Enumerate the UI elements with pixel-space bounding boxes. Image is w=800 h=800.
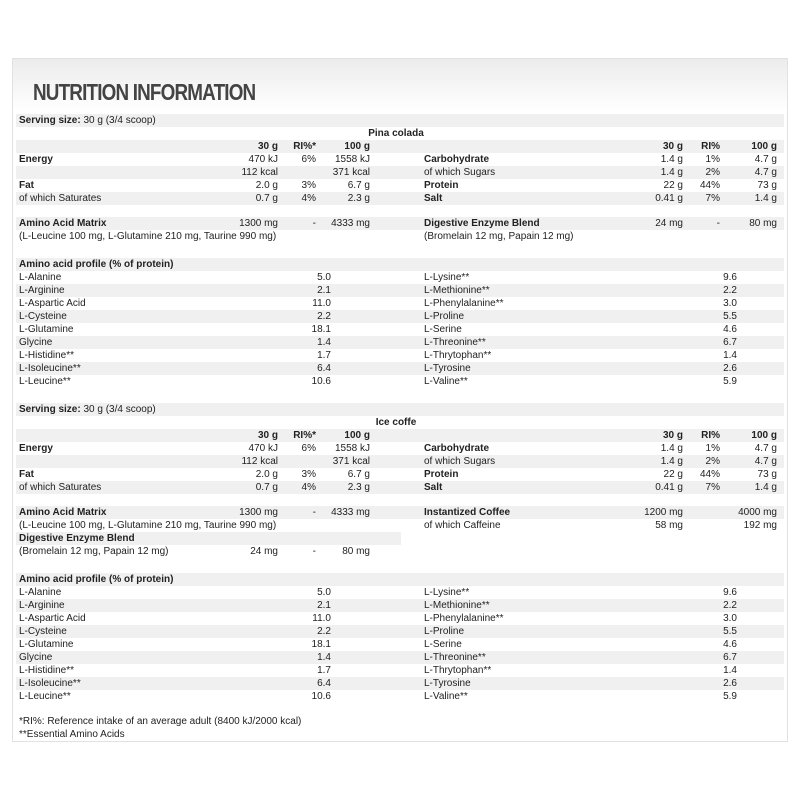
amino-value-left: 1.4 xyxy=(317,337,331,348)
amino-name-left: L-Cysteine xyxy=(19,311,67,322)
amino-name-left: L-Isoleucine** xyxy=(19,363,81,374)
energy-kj-30g: 470 kJ xyxy=(248,443,278,454)
enzyme-100g: 80 mg xyxy=(342,546,370,557)
amino-value-right: 5.9 xyxy=(723,691,737,702)
col-header-30g-right: 30 g xyxy=(662,430,683,441)
energy-ri: 6% xyxy=(301,443,316,454)
saturates-30g: 0.7 g xyxy=(255,482,278,493)
amino-value-right: 4.6 xyxy=(723,639,737,650)
panel-header xyxy=(13,59,787,111)
amino-matrix-100g: 4333 mg xyxy=(331,507,370,518)
column-header-row xyxy=(16,140,784,153)
supplement-row xyxy=(16,532,401,545)
amino-profile-row xyxy=(16,362,784,375)
sugars-30g: 1.4 g xyxy=(660,456,683,467)
energy-kj-100g: 1558 kJ xyxy=(334,154,370,165)
profile-title-row xyxy=(16,573,784,586)
amino-profile-row xyxy=(16,323,784,336)
amino-value-right: 1.4 xyxy=(723,350,737,361)
carbohydrate-label: Carbohydrate xyxy=(424,154,490,165)
amino-name-left: L-Isoleucine** xyxy=(19,678,81,689)
saturates-30g: 0.7 g xyxy=(255,193,278,204)
amino-value-left: 1.7 xyxy=(317,665,331,676)
salt-100g: 1.4 g xyxy=(754,193,777,204)
amino-value-left: 6.4 xyxy=(317,678,331,689)
col-header-ri: RI%* xyxy=(293,141,316,152)
col-header-100g-right: 100 g xyxy=(751,141,777,152)
page-title: NUTRITION INFORMATION xyxy=(33,79,256,105)
amino-value-left: 2.1 xyxy=(317,285,331,296)
serving-size-label: Serving size: xyxy=(19,404,81,415)
amino-name-left: L-Aspartic Acid xyxy=(19,298,86,309)
supplement-detail-row xyxy=(16,545,784,558)
amino-profile-row xyxy=(16,664,784,677)
col-header-ri: RI%* xyxy=(293,430,316,441)
enzyme-label: Digestive Enzyme Blend xyxy=(424,218,540,229)
energy-kcal-30g: 112 kcal xyxy=(241,456,278,467)
nutrition-panel xyxy=(12,58,788,742)
amino-profile-row xyxy=(16,625,784,638)
profile-title: Amino acid profile (% of protein) xyxy=(19,574,174,585)
amino-value-right: 2.2 xyxy=(723,285,737,296)
amino-name-left: L-Leucine** xyxy=(19,376,71,387)
fat-ri: 3% xyxy=(301,180,316,191)
supplement-detail-row xyxy=(16,230,784,243)
col-header-100g: 100 g xyxy=(344,141,370,152)
carbohydrate-100g: 4.7 g xyxy=(754,443,777,454)
profile-title: Amino acid profile (% of protein) xyxy=(19,259,174,270)
enzyme-ri: - xyxy=(312,546,316,557)
col-header-30g-right: 30 g xyxy=(662,141,683,152)
footnote-ri: *RI%: Reference intake of an average adult (8400 kJ/2000 kcal) xyxy=(19,716,302,727)
fat-ri: 3% xyxy=(301,469,316,480)
amino-matrix-label: Amino Acid Matrix xyxy=(19,507,107,518)
sugars-100g: 4.7 g xyxy=(754,167,777,178)
serving-size-label: Serving size: xyxy=(19,115,81,126)
amino-profile-row xyxy=(16,375,784,388)
protein-ri: 44% xyxy=(699,180,720,191)
amino-profile-row xyxy=(16,271,784,284)
amino-profile-row xyxy=(16,284,784,297)
amino-name-left: L-Leucine** xyxy=(19,691,71,702)
energy-kcal-100g: 371 kcal xyxy=(332,456,370,467)
amino-name-right: L-Phenylalanine** xyxy=(424,613,504,624)
saturates-label: of which Saturates xyxy=(19,193,102,204)
protein-label: Protein xyxy=(424,180,459,191)
nutrient-row xyxy=(16,455,784,468)
amino-name-left: Glycine xyxy=(19,652,53,663)
carbohydrate-ri: 1% xyxy=(705,443,720,454)
salt-30g: 0.41 g xyxy=(655,482,683,493)
flavor-row xyxy=(16,127,784,140)
amino-name-left: L-Glutamine xyxy=(19,324,74,335)
amino-value-right: 2.6 xyxy=(723,678,737,689)
amino-value-right: 3.0 xyxy=(723,613,737,624)
amino-name-right: L-Threonine** xyxy=(424,652,486,663)
salt-30g: 0.41 g xyxy=(655,193,683,204)
amino-matrix-detail: (L-Leucine 100 mg, L-Glutamine 210 mg, Taurine 990 mg) xyxy=(19,520,277,531)
amino-name-right: L-Thrytophan** xyxy=(424,665,492,676)
protein-30g: 22 g xyxy=(663,469,683,480)
amino-matrix-detail: (L-Leucine 100 mg, L-Glutamine 210 mg, Taurine 990 mg) xyxy=(19,231,277,242)
supplement-row xyxy=(16,506,784,519)
col-header-100g: 100 g xyxy=(344,430,370,441)
amino-name-left: L-Histidine** xyxy=(19,665,75,676)
caffeine-30g: 58 mg xyxy=(655,520,683,531)
amino-value-right: 5.5 xyxy=(723,626,737,637)
energy-kj-100g: 1558 kJ xyxy=(334,443,370,454)
column-header-row xyxy=(16,429,784,442)
amino-name-right: L-Lysine** xyxy=(424,587,470,598)
amino-value-left: 5.0 xyxy=(317,587,331,598)
footnote-row xyxy=(16,715,784,728)
footnote-row xyxy=(16,728,784,741)
saturates-100g: 2.3 g xyxy=(347,482,370,493)
amino-profile-row xyxy=(16,690,784,703)
protein-30g: 22 g xyxy=(663,180,683,191)
fat-label: Fat xyxy=(19,469,34,480)
energy-kcal-100g: 371 kcal xyxy=(332,167,370,178)
nutrient-row xyxy=(16,481,784,494)
amino-profile-row xyxy=(16,349,784,362)
amino-value-right: 1.4 xyxy=(723,665,737,676)
saturates-100g: 2.3 g xyxy=(347,193,370,204)
amino-value-left: 18.1 xyxy=(311,639,331,650)
fat-100g: 6.7 g xyxy=(347,180,370,191)
amino-value-left: 18.1 xyxy=(311,324,331,335)
amino-profile-row xyxy=(16,336,784,349)
enzyme-detail: (Bromelain 12 mg, Papain 12 mg) xyxy=(424,231,574,242)
carbohydrate-100g: 4.7 g xyxy=(754,154,777,165)
energy-kj-30g: 470 kJ xyxy=(248,154,278,165)
amino-value-left: 1.4 xyxy=(317,652,331,663)
energy-label: Energy xyxy=(19,154,53,165)
fat-label: Fat xyxy=(19,180,34,191)
salt-ri: 7% xyxy=(705,193,720,204)
amino-matrix-30g: 1300 mg xyxy=(239,507,278,518)
flavor-row xyxy=(16,416,784,429)
enzyme-ri: - xyxy=(716,218,720,229)
nutrient-row xyxy=(16,468,784,481)
amino-value-left: 11.0 xyxy=(312,613,331,624)
col-header-ri-right: RI% xyxy=(701,430,720,441)
amino-value-left: 11.0 xyxy=(312,298,331,309)
amino-value-right: 2.2 xyxy=(723,600,737,611)
amino-name-right: L-Proline xyxy=(424,311,465,322)
amino-value-right: 5.9 xyxy=(723,376,737,387)
saturates-ri: 4% xyxy=(301,482,316,493)
amino-value-left: 6.4 xyxy=(317,363,331,374)
energy-kcal-30g: 112 kcal xyxy=(241,167,278,178)
sugars-label: of which Sugars xyxy=(424,167,496,178)
salt-100g: 1.4 g xyxy=(754,482,777,493)
coffee-label: Instantized Coffee xyxy=(424,507,511,518)
amino-value-right: 9.6 xyxy=(723,272,737,283)
amino-profile-row xyxy=(16,677,784,690)
amino-matrix-ri: - xyxy=(312,507,316,518)
amino-name-right: L-Serine xyxy=(424,639,462,650)
amino-name-left: Glycine xyxy=(19,337,53,348)
enzyme-detail: (Bromelain 12 mg, Papain 12 mg) xyxy=(19,546,169,557)
flavor-name: Ice coffe xyxy=(375,417,417,428)
amino-name-left: L-Histidine** xyxy=(19,350,75,361)
amino-profile-row xyxy=(16,310,784,323)
salt-ri: 7% xyxy=(705,482,720,493)
amino-value-right: 2.6 xyxy=(723,363,737,374)
amino-value-left: 2.1 xyxy=(317,600,331,611)
carbohydrate-30g: 1.4 g xyxy=(660,443,683,454)
saturates-label: of which Saturates xyxy=(19,482,102,493)
col-header-30g: 30 g xyxy=(257,430,278,441)
salt-label: Salt xyxy=(424,482,443,493)
enzyme-label: Digestive Enzyme Blend xyxy=(19,533,135,544)
flavor-name: Pina colada xyxy=(368,128,424,139)
protein-ri: 44% xyxy=(699,469,720,480)
col-header-100g-right: 100 g xyxy=(751,430,777,441)
amino-value-left: 10.6 xyxy=(311,376,331,387)
amino-value-right: 5.5 xyxy=(723,311,737,322)
carbohydrate-ri: 1% xyxy=(705,154,720,165)
amino-value-right: 4.6 xyxy=(723,324,737,335)
sugars-ri: 2% xyxy=(705,456,720,467)
amino-name-left: L-Arginine xyxy=(19,600,65,611)
amino-value-left: 1.7 xyxy=(317,350,331,361)
amino-name-left: L-Arginine xyxy=(19,285,65,296)
amino-profile-row xyxy=(16,599,784,612)
profile-title-row xyxy=(16,258,784,271)
fat-30g: 2.0 g xyxy=(255,469,278,480)
sugars-30g: 1.4 g xyxy=(660,167,683,178)
amino-name-right: L-Thrytophan** xyxy=(424,350,492,361)
amino-value-left: 5.0 xyxy=(317,272,331,283)
enzyme-100g: 80 mg xyxy=(749,218,777,229)
nutrient-row xyxy=(16,442,784,455)
nutrient-row xyxy=(16,166,784,179)
caffeine-100g: 192 mg xyxy=(743,520,777,531)
amino-matrix-ri: - xyxy=(312,218,316,229)
sugars-100g: 4.7 g xyxy=(754,456,777,467)
amino-value-right: 6.7 xyxy=(723,652,737,663)
amino-name-left: L-Alanine xyxy=(19,587,62,598)
sugars-label: of which Sugars xyxy=(424,456,496,467)
energy-label: Energy xyxy=(19,443,53,454)
amino-matrix-30g: 1300 mg xyxy=(239,218,278,229)
amino-name-left: L-Alanine xyxy=(19,272,62,283)
saturates-ri: 4% xyxy=(301,193,316,204)
amino-name-right: L-Proline xyxy=(424,626,465,637)
amino-value-right: 9.6 xyxy=(723,587,737,598)
protein-label: Protein xyxy=(424,469,459,480)
carbohydrate-30g: 1.4 g xyxy=(660,154,683,165)
amino-profile-row xyxy=(16,651,784,664)
serving-size-value: 30 g (3/4 scoop) xyxy=(83,115,156,126)
supplement-detail-row xyxy=(16,519,784,532)
amino-value-right: 6.7 xyxy=(723,337,737,348)
coffee-30g: 1200 mg xyxy=(644,507,683,518)
amino-name-right: L-Tyrosine xyxy=(424,678,471,689)
amino-name-right: L-Tyrosine xyxy=(424,363,471,374)
amino-name-right: L-Phenylalanine** xyxy=(424,298,504,309)
amino-name-left: L-Glutamine xyxy=(19,639,74,650)
enzyme-30g: 24 mg xyxy=(250,546,278,557)
amino-name-right: L-Serine xyxy=(424,324,462,335)
nutrient-row xyxy=(16,153,784,166)
footnote-essential: **Essential Amino Acids xyxy=(19,729,125,740)
amino-profile-row xyxy=(16,612,784,625)
amino-name-right: L-Methionine** xyxy=(424,285,490,296)
col-header-ri-right: RI% xyxy=(701,141,720,152)
serving-size-row xyxy=(16,403,784,416)
salt-label: Salt xyxy=(424,193,443,204)
amino-value-right: 3.0 xyxy=(723,298,737,309)
nutrient-row xyxy=(16,179,784,192)
amino-name-left: L-Cysteine xyxy=(19,626,67,637)
supplement-row xyxy=(16,217,784,230)
caffeine-label: of which Caffeine xyxy=(424,520,501,531)
serving-size-value: 30 g (3/4 scoop) xyxy=(83,404,156,415)
fat-100g: 6.7 g xyxy=(347,469,370,480)
amino-profile-row xyxy=(16,638,784,651)
amino-matrix-100g: 4333 mg xyxy=(331,218,370,229)
amino-profile-row xyxy=(16,586,784,599)
protein-100g: 73 g xyxy=(757,180,777,191)
energy-ri: 6% xyxy=(301,154,316,165)
sugars-ri: 2% xyxy=(705,167,720,178)
enzyme-30g: 24 mg xyxy=(655,218,683,229)
amino-value-left: 10.6 xyxy=(311,691,331,702)
serving-size-row xyxy=(16,114,784,127)
amino-name-right: L-Lysine** xyxy=(424,272,470,283)
amino-name-right: L-Valine** xyxy=(424,691,468,702)
carbohydrate-label: Carbohydrate xyxy=(424,443,490,454)
coffee-100g: 4000 mg xyxy=(738,507,777,518)
amino-value-left: 2.2 xyxy=(317,311,331,322)
protein-100g: 73 g xyxy=(757,469,777,480)
fat-30g: 2.0 g xyxy=(255,180,278,191)
amino-profile-row xyxy=(16,297,784,310)
amino-name-right: L-Methionine** xyxy=(424,600,490,611)
col-header-30g: 30 g xyxy=(257,141,278,152)
amino-name-right: L-Valine** xyxy=(424,376,468,387)
amino-name-left: L-Aspartic Acid xyxy=(19,613,86,624)
amino-name-right: L-Threonine** xyxy=(424,337,486,348)
nutrient-row xyxy=(16,192,784,205)
amino-value-left: 2.2 xyxy=(317,626,331,637)
amino-matrix-label: Amino Acid Matrix xyxy=(19,218,107,229)
